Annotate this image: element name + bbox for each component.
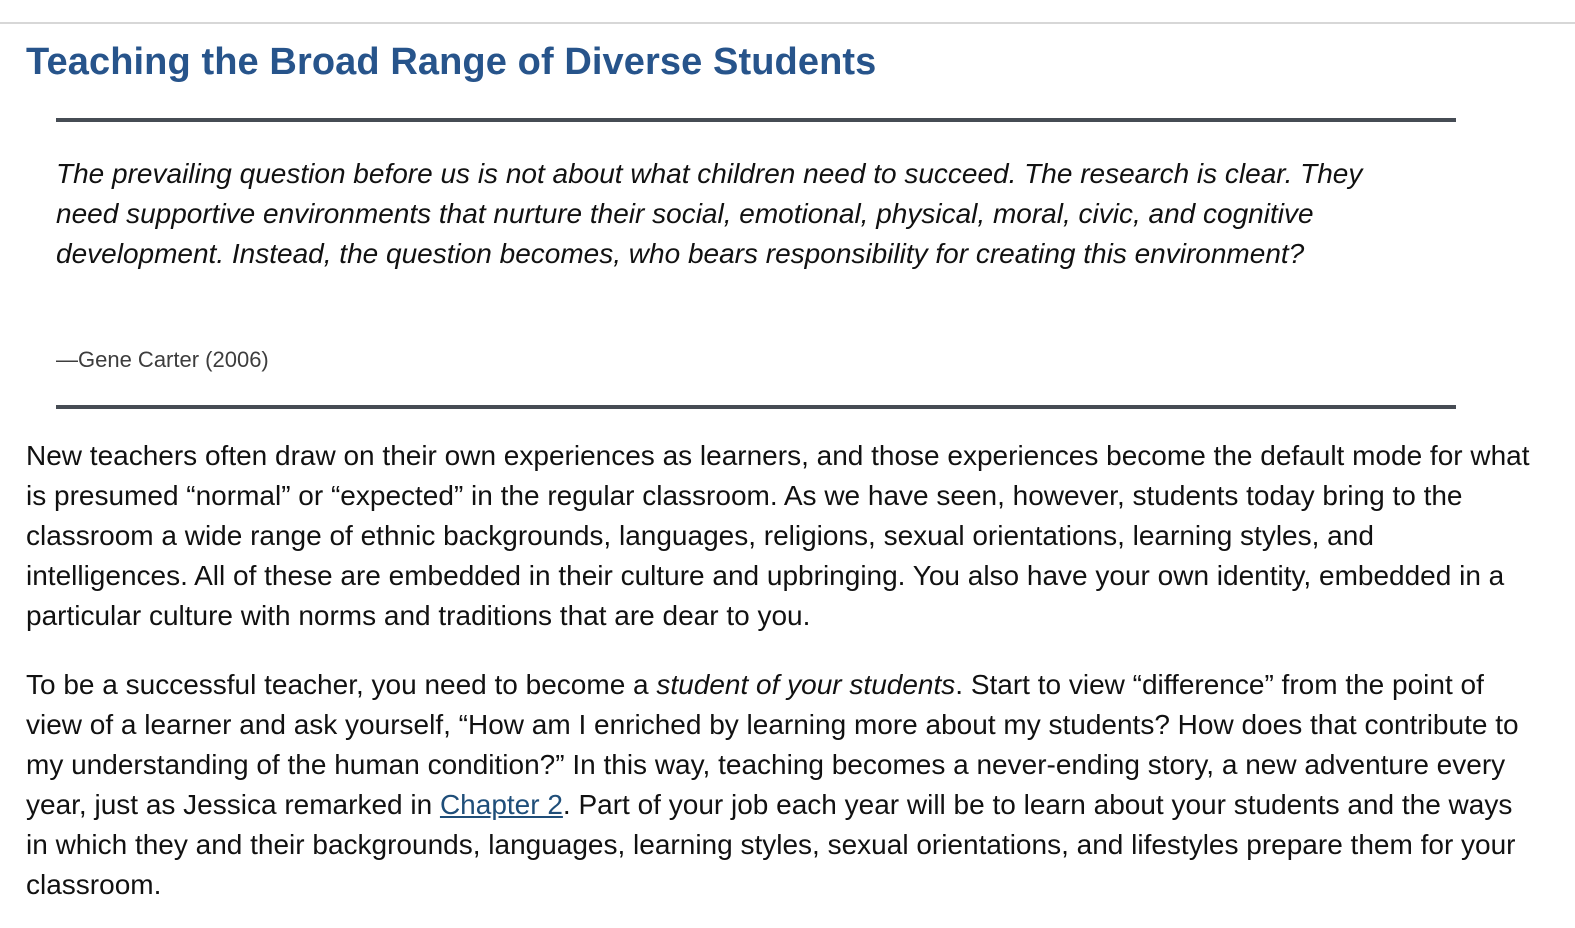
epigraph-quote: The prevailing question before us is not about what children need to succeed. The research is clear. They need supportive environments that nurture their social, emotional, physical, moral, civic, and cognitive development. Instead, the question becomes, who bears responsibility for creating this environment?	[56, 158, 1363, 269]
paragraph-2-end: . Part of your job each year will be to learn about your students and the ways in which they and their backgrounds, languages, learning styles, sexual orientations, and lifestyles prepare them for your classroom.	[26, 789, 1516, 900]
page-title: Teaching the Broad Range of Diverse Students	[26, 41, 877, 83]
paragraph-1: New teachers often draw on their own experiences as learners, and those experiences become the default mode for what is presumed “normal” or “expected” in the regular classroom. As we have seen, however, students today bring to the classroom a wide range of ethnic backgrounds, languages, religions, sexual orientations, learning styles, and intelligences. All of these are embedded in their culture and upbringing. You also have your own identity, embedded in a particular culture with norms and traditions that are dear to you.	[26, 440, 1530, 631]
epigraph-block	[56, 118, 1456, 409]
paragraph-2-emphasis: student of your students	[656, 669, 956, 700]
paragraph-2-intro: To be a successful teacher, you need to become a	[26, 669, 657, 700]
epigraph-attribution: —Gene Carter (2006)	[56, 347, 269, 372]
chapter-2-link[interactable]: Chapter 2	[439, 789, 563, 820]
paragraph-2	[26, 665, 1531, 905]
paragraph-2-middle: . Start to view “difference” from the point of view of a learner and ask yourself, “How am I enriched by learning more about my students? How does that contribute to my understanding of the human condition?” In this way, teaching becomes a never-ending story, a new adventure every year, just as Jessica remarked in	[26, 669, 1519, 820]
page-content	[26, 38, 1536, 900]
top-divider	[0, 22, 1575, 24]
